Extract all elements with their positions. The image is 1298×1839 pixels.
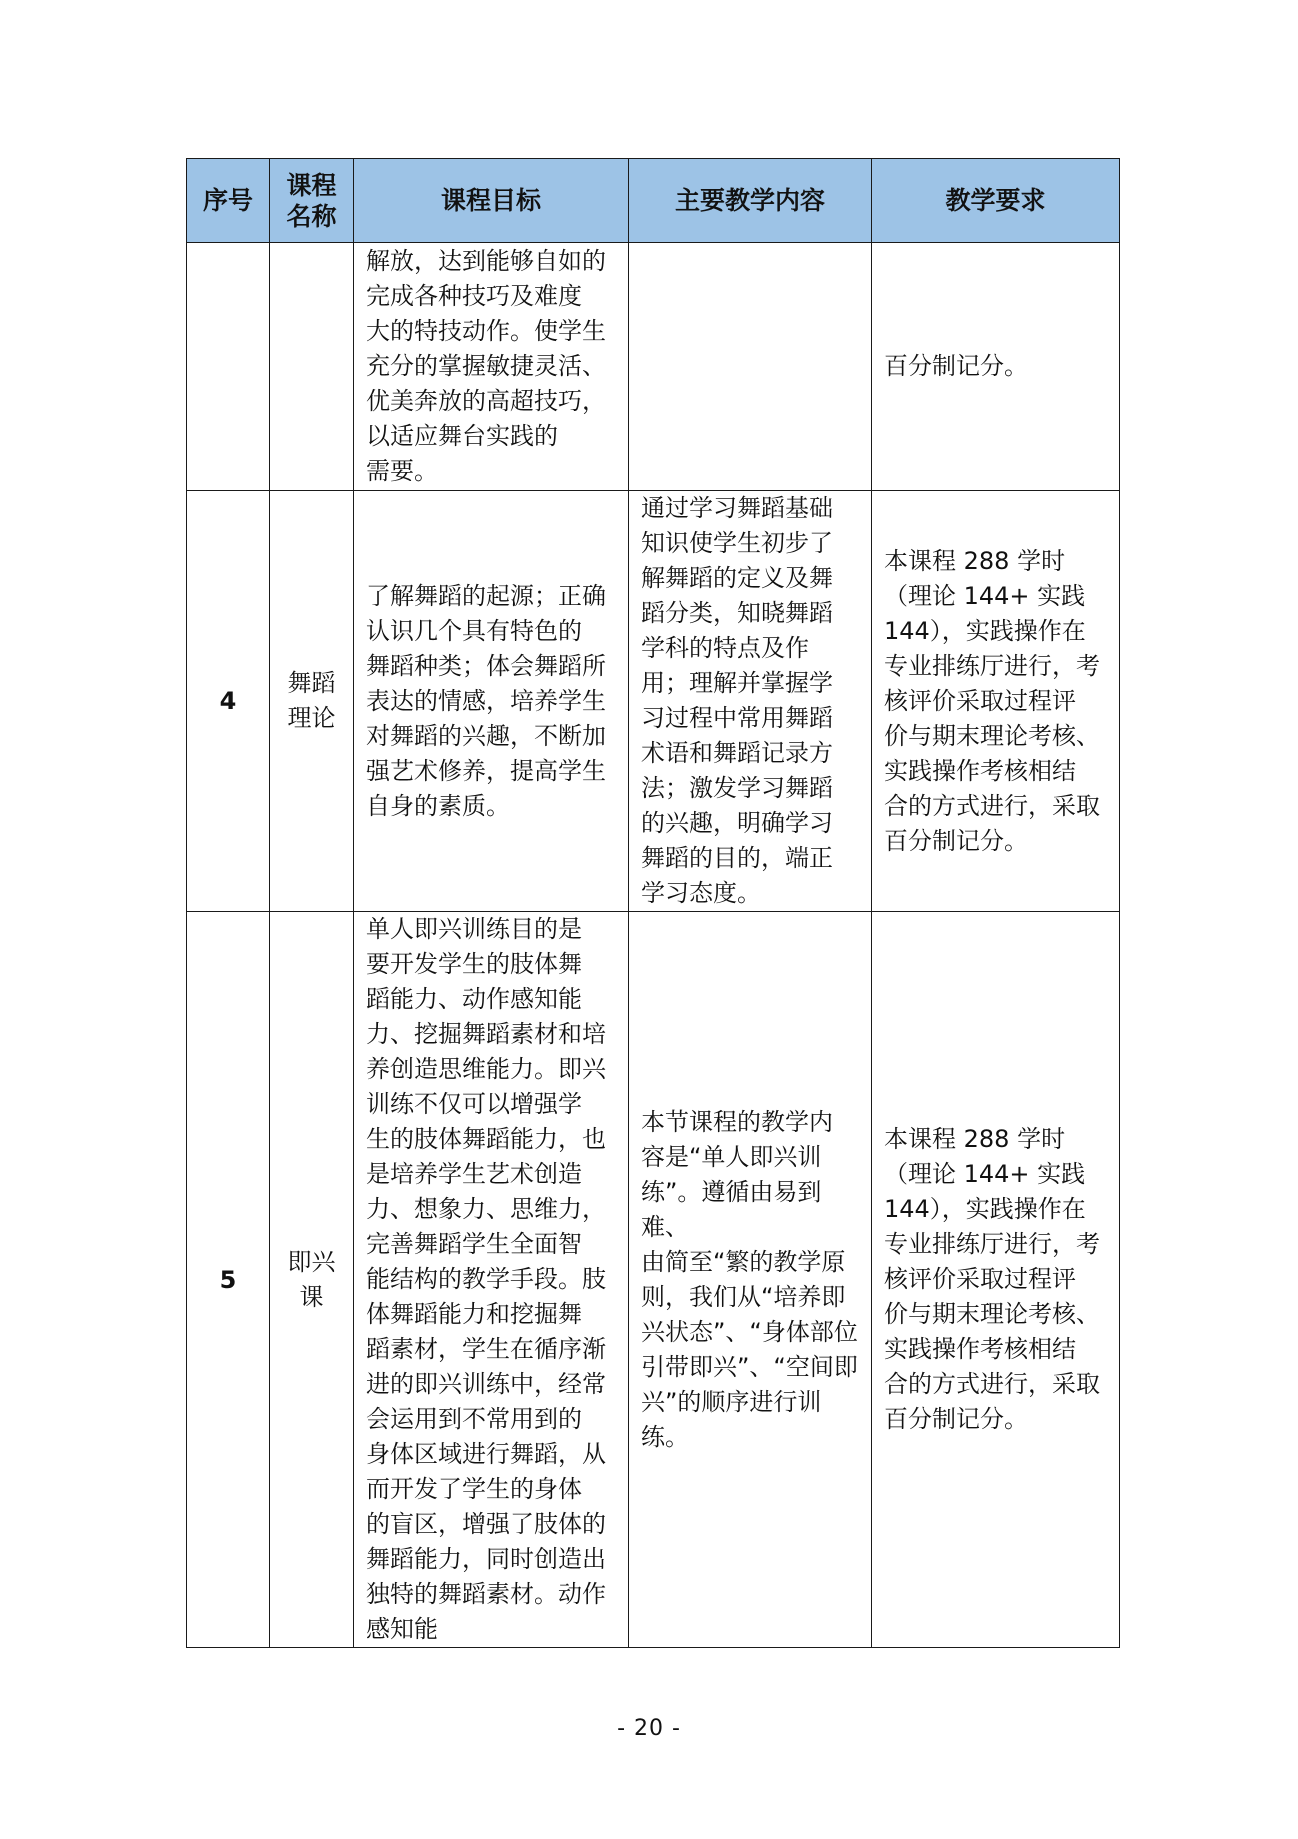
- cell-course-name: [270, 243, 354, 491]
- table-row: [187, 912, 1120, 1648]
- cell-course-goal: 单人即兴训练目的是 要开发学生的肢体舞 蹈能力、动作感知能 力、挖掘舞蹈素材和培 养创造思维能力。即兴 训练不仅可以增强学 生的肢体舞蹈能力，也 是培养学生艺术创造 力、想象力、思维力， 完善舞蹈学生全面智 能结构的教学手段。肢 体舞蹈能力和挖掘舞 蹈素材，学生在循序渐 进的即兴训练中，经常 会运用到不常用到的 身体区域进行舞蹈，从 而开发了学生的身体 的盲区，增强了肢体的 舞蹈能力，同时创造出 独特的舞蹈素材。动作 感知能: [354, 912, 629, 1648]
- table-row: [187, 491, 1120, 912]
- header-course-name: 课程 名称: [270, 159, 354, 243]
- table-row: [187, 243, 1120, 491]
- cell-teaching-requirement: 本课程 288 学时 （理论 144+ 实践 144），实践操作在 专业排练厅进行，考 核评价采取过程评 价与期末理论考核、 实践操作考核相结 合的方式进行，采取 百分制记分。: [872, 912, 1120, 1648]
- cell-teaching-requirement: 百分制记分。: [872, 243, 1120, 491]
- cell-course-name: 舞蹈 理论: [270, 491, 354, 912]
- cell-index: 4: [187, 491, 270, 912]
- table-header-row: [187, 159, 1120, 243]
- cell-course-goal: 解放，达到能够自如的 完成各种技巧及难度 大的特技动作。使学生 充分的掌握敏捷灵活、 优美奔放的高超技巧， 以适应舞台实践的 需要。: [354, 243, 629, 491]
- cell-index: [187, 243, 270, 491]
- cell-teaching-requirement: 本课程 288 学时 （理论 144+ 实践 144），实践操作在 专业排练厅进行，考 核评价采取过程评 价与期末理论考核、 实践操作考核相结 合的方式进行，采取 百分制记分。: [872, 491, 1120, 912]
- cell-teaching-content: 本节课程的教学内 容是“单人即兴训 练”。遵循由易到难、 由简至“繁的教学原 则，我们从“培养即 兴状态”、“身体部位 引带即兴”、“空间即 兴”的顺序进行训 练。: [629, 912, 872, 1648]
- header-teaching-content: 主要教学内容: [629, 159, 872, 243]
- header-teaching-requirement: 教学要求: [872, 159, 1120, 243]
- cell-index: 5: [187, 912, 270, 1648]
- cell-teaching-content: 通过学习舞蹈基础 知识使学生初步了 解舞蹈的定义及舞 蹈分类，知晓舞蹈 学科的特点及作 用；理解并掌握学 习过程中常用舞蹈 术语和舞蹈记录方 法；激发学习舞蹈 的兴趣，明确学习 舞蹈的目的，端正 学习态度。: [629, 491, 872, 912]
- cell-teaching-content: [629, 243, 872, 491]
- cell-course-goal: 了解舞蹈的起源；正确 认识几个具有特色的 舞蹈种类；体会舞蹈所 表达的情感，培养学生 对舞蹈的兴趣，不断加 强艺术修养，提高学生 自身的素质。: [354, 491, 629, 912]
- header-index: 序号: [187, 159, 270, 243]
- cell-course-name: 即兴 课: [270, 912, 354, 1648]
- curriculum-table: [186, 158, 1120, 1648]
- page-number: - 20 -: [617, 1716, 681, 1741]
- header-course-goal: 课程目标: [354, 159, 629, 243]
